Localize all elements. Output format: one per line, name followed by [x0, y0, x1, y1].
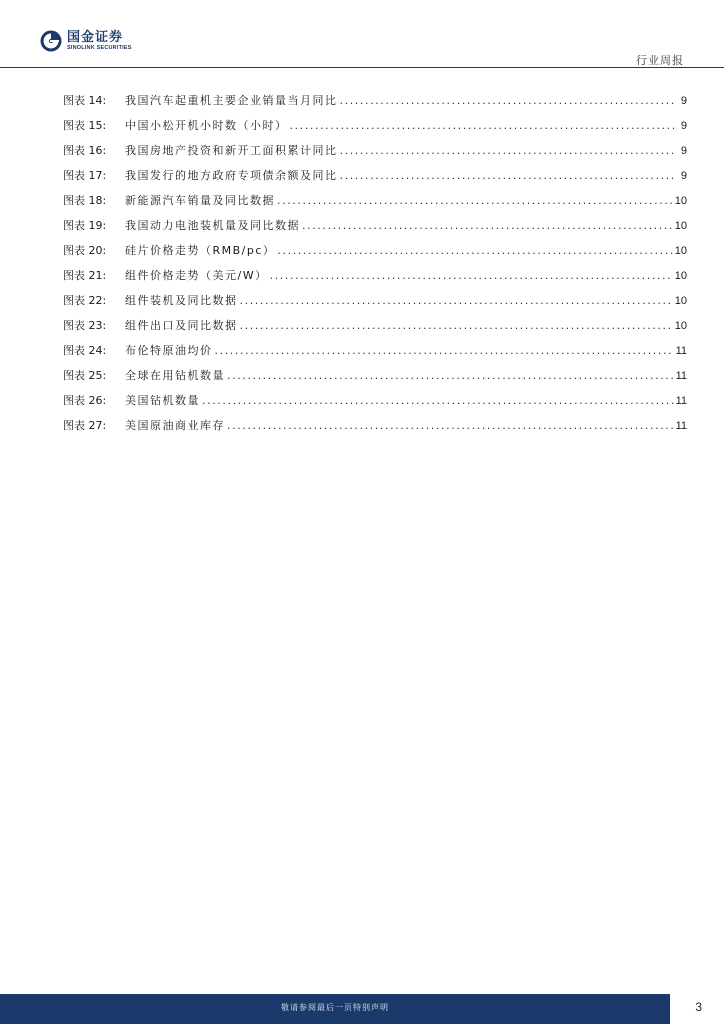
toc-leader-dots [240, 317, 673, 335]
toc-entry[interactable] [63, 317, 687, 342]
toc-entry[interactable] [63, 242, 687, 267]
toc-entry-title: 中国小松开机小时数（小时） [125, 119, 288, 132]
toc-entry-page: 11 [675, 420, 687, 432]
toc-entry-title: 组件价格走势（美元/W） [125, 269, 268, 282]
toc-leader-dots [270, 267, 673, 285]
toc-entry[interactable] [63, 192, 687, 217]
toc-entry[interactable] [63, 417, 687, 442]
company-logo [40, 29, 132, 53]
toc-entry-label: 图表 15: [63, 119, 107, 132]
toc-leader-dots [290, 117, 676, 135]
toc-leader-dots [240, 292, 673, 310]
toc-entry-page: 10 [674, 320, 687, 332]
toc-entry-page: 9 [680, 120, 687, 132]
toc-entry[interactable] [63, 392, 687, 417]
toc-entry-label: 图表 25: [63, 369, 107, 382]
toc-leader-dots [302, 217, 673, 235]
toc-entry-label: 图表 20: [63, 244, 107, 257]
toc-entry-label: 图表 14: [63, 94, 107, 107]
toc-leader-dots [227, 367, 674, 385]
toc-entry-label: 图表 26: [63, 394, 107, 407]
toc-entry-label: 图表 24: [63, 344, 107, 357]
toc-entry[interactable] [63, 367, 687, 392]
report-category: 行业周报 [636, 54, 684, 67]
toc-entry-title: 我国动力电池装机量及同比数据 [125, 219, 300, 232]
page-number: 3 [695, 1000, 702, 1014]
footer-disclaimer: 敬请参阅最后一页特别声明 [281, 1003, 389, 1012]
toc-entry-title: 组件装机及同比数据 [125, 294, 238, 307]
toc-entry-title: 全球在用钻机数量 [125, 369, 225, 382]
toc-entry[interactable] [63, 292, 687, 317]
toc-entry-page: 10 [674, 270, 687, 282]
toc-entry-page: 10 [674, 295, 687, 307]
toc-leader-dots [215, 342, 674, 360]
toc-entry-label: 图表 18: [63, 194, 107, 207]
toc-entry-page: 9 [680, 145, 687, 157]
toc-entry[interactable] [63, 342, 687, 367]
toc-entry-page: 11 [675, 370, 687, 382]
toc-entry-page: 10 [674, 245, 687, 257]
toc-entry-label: 图表 23: [63, 319, 107, 332]
toc-entry[interactable] [63, 167, 687, 192]
toc-entry[interactable] [63, 267, 687, 292]
toc-entry-title: 硅片价格走势（RMB/pc） [125, 244, 276, 257]
sinolink-logo-icon [40, 30, 62, 52]
toc-entry-title: 新能源汽车销量及同比数据 [125, 194, 275, 207]
toc-leader-dots [227, 417, 674, 435]
toc-entry-page: 11 [675, 345, 687, 357]
toc-entry-title: 美国钻机数量 [125, 394, 200, 407]
toc-entry[interactable] [63, 142, 687, 167]
toc-entry-title: 布伦特原油均价 [125, 344, 213, 357]
logo-chinese-name: 国金证券 [67, 29, 124, 45]
toc-leader-dots [340, 142, 676, 160]
toc-entry[interactable] [63, 117, 687, 142]
toc-leader-dots [340, 167, 676, 185]
toc-entry-title: 我国汽车起重机主要企业销量当月同比 [125, 94, 338, 107]
toc-entry-label: 图表 22: [63, 294, 107, 307]
logo-english-name: SINOLINK SECURITIES [67, 44, 132, 51]
toc-leader-dots [277, 242, 672, 260]
toc-entry-label: 图表 21: [63, 269, 107, 282]
toc-entry-title: 组件出口及同比数据 [125, 319, 238, 332]
toc-entry[interactable] [63, 92, 687, 117]
toc-entry-title: 我国发行的地方政府专项债余额及同比 [125, 169, 338, 182]
toc-leader-dots [277, 192, 673, 210]
header-divider [0, 67, 724, 68]
toc-entry-page: 11 [675, 395, 687, 407]
toc-entry-page: 10 [674, 220, 687, 232]
toc-entry-label: 图表 17: [63, 169, 107, 182]
toc-entry-page: 10 [674, 195, 687, 207]
toc-entry-label: 图表 16: [63, 144, 107, 157]
toc-entry-title: 我国房地产投资和新开工面积累计同比 [125, 144, 338, 157]
toc-entry-label: 图表 19: [63, 219, 107, 232]
toc-leader-dots [202, 392, 674, 410]
toc-entry-label: 图表 27: [63, 419, 107, 432]
toc-entry-title: 美国原油商业库存 [125, 419, 225, 432]
toc-entry-page: 9 [680, 95, 687, 107]
toc-leader-dots [340, 92, 676, 110]
figure-index [63, 92, 687, 442]
toc-entry-page: 9 [680, 170, 687, 182]
toc-entry[interactable] [63, 217, 687, 242]
